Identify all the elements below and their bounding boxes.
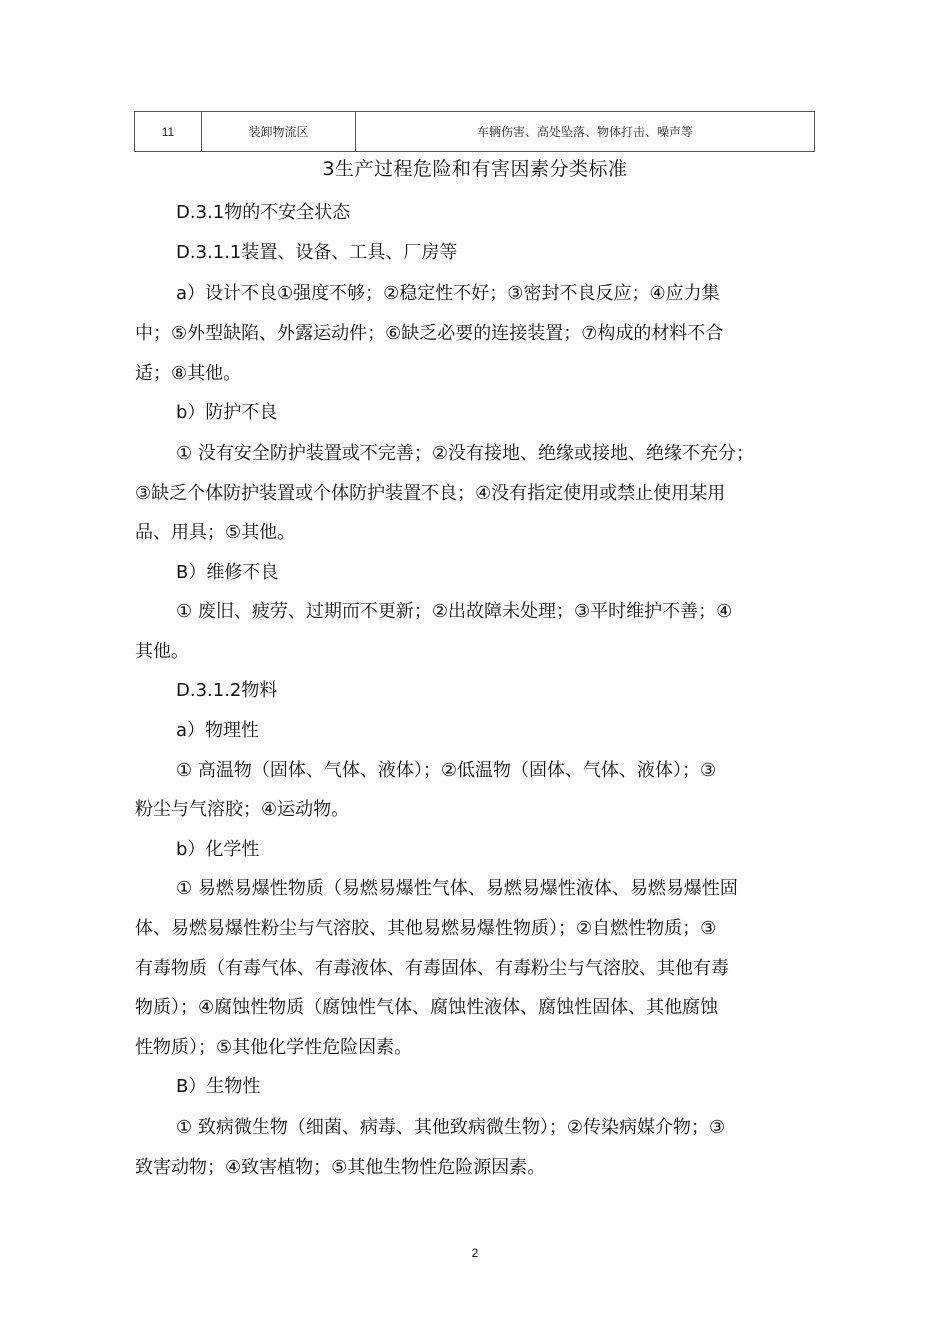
- paragraph-line: ③缺乏个体防护装置或个体防护装置不良；④没有指定使用或禁止使用某用: [135, 483, 726, 504]
- paragraph-line: 体、易燃易爆性粉尘与气溶胶、其他易燃易爆性物质）；②自燃性物质；③: [135, 918, 717, 939]
- item-heading: B）生物性: [176, 1076, 261, 1097]
- paragraph-line: ① 高温物（固体、气体、液体）；②低温物（固体、气体、液体）；③: [176, 760, 717, 781]
- paragraph-line: 致害动物；④致害植物；⑤其他生物性危险源因素。: [135, 1157, 546, 1178]
- subsection-title: D.3.1物的不安全状态: [176, 202, 351, 223]
- item-heading: b）化学性: [176, 839, 260, 860]
- paragraph-line: a）设计不良①强度不够；②稳定性不好；③密封不良反应；④应力集: [176, 283, 720, 304]
- paragraph-line: 品、用具；⑤其他。: [135, 522, 296, 543]
- paragraph-line: 粉尘与气溶胶；④运动物。: [135, 799, 350, 820]
- paragraph-line: ① 废旧、疲劳、过期而不更新；②出故障未处理；③平时维护不善；④: [176, 601, 733, 622]
- hazards-cell: 车辆伤害、高处坠落、物体打击、噪声等: [476, 125, 693, 139]
- paragraph-line: 中；⑤外型缺陷、外露运动件；⑥缺乏必要的连接装置；⑦构成的材料不合: [135, 323, 724, 344]
- paragraph-line: ① 易燃易爆性物质（易燃易爆性气体、易燃易爆性液体、易燃易爆性固: [176, 878, 738, 899]
- hazard-table-row: [134, 111, 815, 152]
- paragraph-line: ① 致病微生物（细菌、病毒、其他致病微生物）；②传染病媒介物；③: [176, 1117, 726, 1138]
- page-number: 2: [471, 1246, 479, 1260]
- paragraph-line: 物质）；④腐蚀性物质（腐蚀性气体、腐蚀性液体、腐蚀性固体、其他腐蚀: [135, 997, 719, 1018]
- paragraph-line: 其他。: [135, 641, 189, 662]
- paragraph-line: ① 没有安全防护装置或不完善；②没有接地、绝缘或接地、绝缘不充分；: [176, 443, 754, 464]
- item-heading: a）物理性: [176, 720, 260, 741]
- paragraph-line: 性物质）；⑤其他化学性危险因素。: [135, 1037, 413, 1058]
- item-heading: b）防护不良: [176, 402, 278, 423]
- paragraph-line: 适；⑧其他。: [135, 363, 242, 384]
- subsection-title: D.3.1.1装置、设备、工具、厂房等: [176, 242, 458, 263]
- paragraph-line: 有毒物质（有毒气体、有毒液体、有毒固体、有毒粉尘与气溶胶、其他有毒: [135, 958, 729, 979]
- item-heading: B）维修不良: [176, 562, 279, 583]
- row-number-cell: 11: [135, 112, 202, 151]
- area-cell: 装卸物流区: [202, 112, 356, 151]
- subsection-title: D.3.1.2物料: [176, 680, 278, 701]
- section-heading: 3生产过程危险和有害因素分类标准: [322, 158, 628, 180]
